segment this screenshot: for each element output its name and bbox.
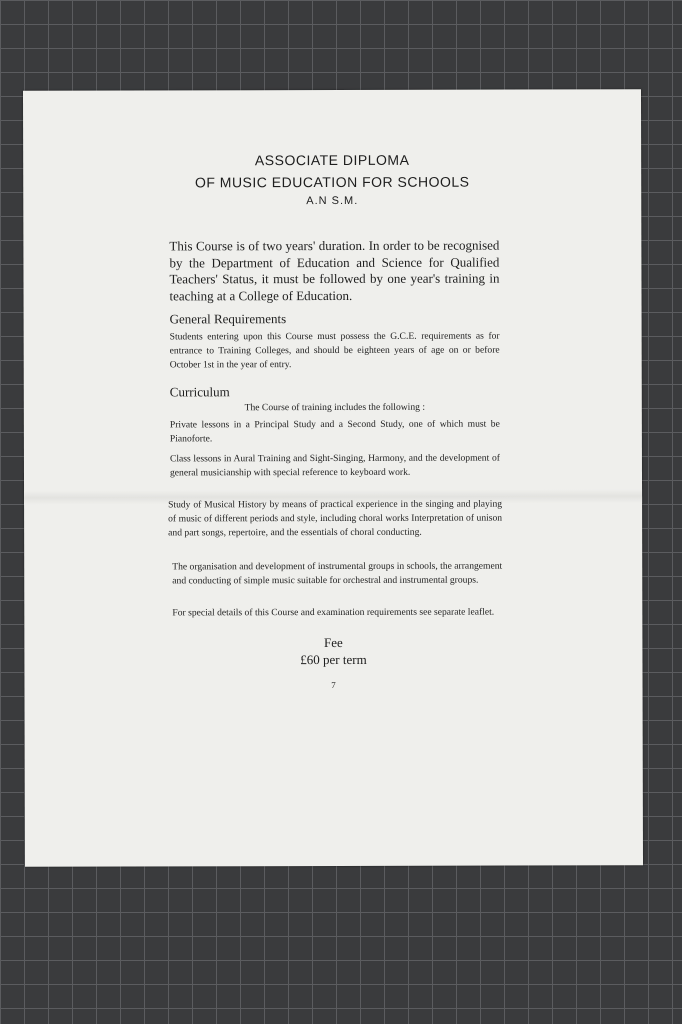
fee-heading: Fee (324, 634, 343, 651)
curriculum-item: Class lessons in Aural Training and Sight-Singing, Harmony, and the development of general musicianship with special reference to keyboard work. (169, 452, 500, 479)
curriculum-item: The organisation and development of instrumental groups in schools, the arrangement and conducting of simple music suitable for orchestral and instrumental groups. (172, 560, 503, 587)
page-number: 7 (331, 679, 336, 691)
curriculum-heading: Curriculum (169, 384, 230, 400)
intro-paragraph: This Course is of two years' duration. In order to be recognised by the Department of Education and Science for Qualified Teachers' Status, it must be followed by one year's training in teaching at a College of Education. (169, 237, 500, 303)
curriculum-intro: The Course of training includes the following : (244, 401, 426, 414)
title-line-1: ASSOCIATE DIPLOMA (254, 151, 410, 169)
document-page (23, 89, 643, 867)
curriculum-item: Private lessons in a Principal Study and a Second Study, one of which must be Pianoforte. (169, 418, 500, 445)
curriculum-item: Study of Musical History by means of practical experience in the singing and playing of music of different periods and style, including choral works Interpretation of unison and part songs, repertoire, and the essentials of choral conducting. (168, 498, 503, 539)
fee-value: £60 per term (300, 651, 367, 668)
general-requirements-text: Students entering upon this Course must possess the G.C.E. requirements as for entrance to Training Colleges, and should be eighteen years of age on or before October 1st in the year of entry. (169, 330, 500, 371)
general-requirements-heading: General Requirements (169, 311, 287, 327)
title-abbreviation: A.N S.M. (306, 194, 359, 208)
title-line-2: OF MUSIC EDUCATION FOR SCHOOLS (194, 173, 470, 191)
curriculum-item: For special details of this Course and examination requirements see separate leaflet. (172, 606, 495, 619)
